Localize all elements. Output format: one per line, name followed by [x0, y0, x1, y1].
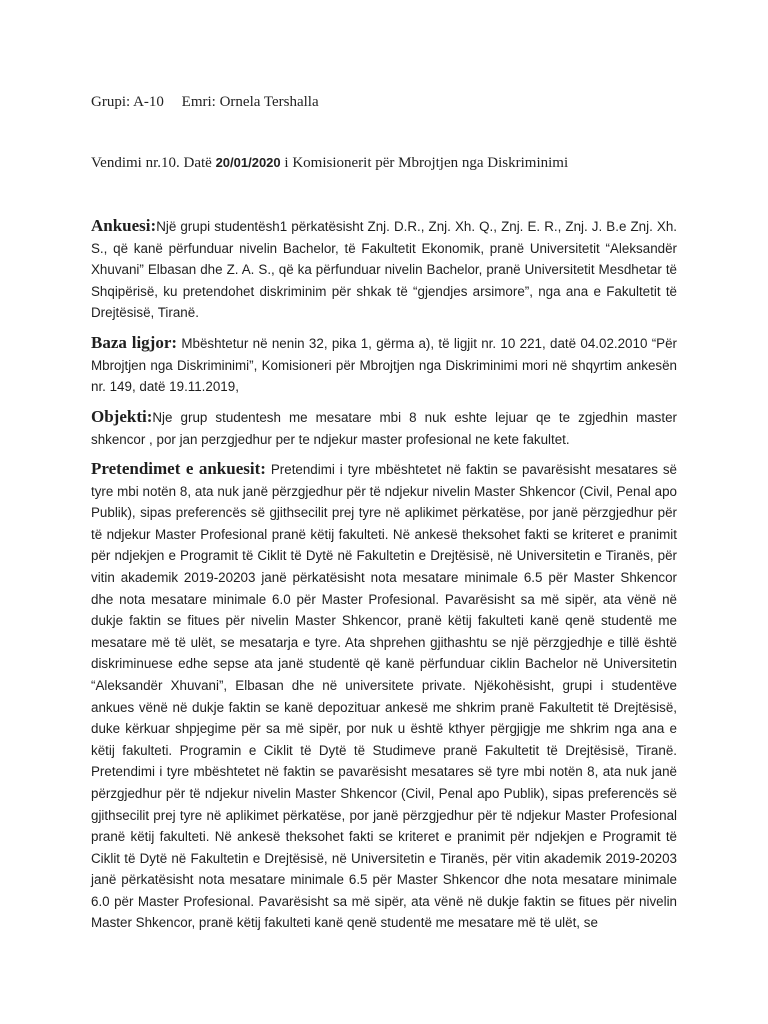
section-text-objekti: Nje grup studentesh me mesatare mbi 8 nuk eshte lejuar qe te zgjedhin master shkencor , por jan perzgjedhur per te ndjekur master profesional ne kete fakultet.: [91, 410, 677, 447]
section-text-baza-ligjor: Mbështetur në nenin 32, pika 1, gërma a), të ligjit nr. 10 221, datë 04.02.2010 “Për Mbrojtjen nga Diskriminimi”, Komisioneri për Mbrojtjen nga Diskriminimi mori në shqyrtim ankesën nr. 149, datë 19.11.2019,: [91, 336, 677, 395]
student-name: Emri: Ornela Tershalla: [181, 94, 319, 110]
section-heading-ankuesi: Ankuesi:: [91, 216, 157, 235]
decision-title: [91, 155, 568, 172]
decision-date: 20/01/2020: [215, 155, 281, 170]
decision-prefix: Vendimi nr.10. Datë: [91, 155, 216, 171]
section-ankuesi: [91, 215, 677, 324]
section-pretendimet: [91, 458, 677, 934]
section-text-pretendimet: Pretendimi i tyre mbështetet në faktin se pavarësisht mesatares së tyre mbi notën 8, ata nuk janë përzgjedhur për të ndjekur nivelin Master Shkencor (Civil, Penal apo Publik), sipas preferencës së gjithsecilit prej tyre në aplikimet përkatëse, por janë përzgjedhur për të ndjekur Master Profesional pranë këtij fakulteti. Në ankesë theksohet fakti se kriteret e pranimit për ndjekjen e Programit të Ciklit të Dytë në Fakultetin e Drejtësisë, në Universitetin e Tiranës, për vitin akademik 2019-20203 janë përkatësisht nota mesatare minimale 6.5 për Master Shkencor dhe nota mesatare minimale 6.0 për Master Profesional. Pavarësisht sa më sipër, ata vënë në dukje faktin se fitues për nivelin Master Shkencor, pranë këtij fakulteti kanë qenë studentë me mesatare më të ulët, se mesatarja e tyre. Ata shprehen gjithashtu se një përzgjedhje e tillë është diskriminuese edhe sepse ata janë studentë që kanë përfunduar ciklin Bachelor në Universitetin “Aleksandër Xhuvani”, Elbasan dhe në universitete private. Njëkohësisht, grupi i studentëve ankues vënë në dukje faktin se kanë depozituar ankesë me shkrim pranë Fakultetit të Drejtësisë, duke kërkuar shpjegime për sa më sipër, por nuk u është kthyer përgjigje me shkrim nga ana e këtij fakulteti. Programin e Ciklit të Dytë të Studimeve pranë Fakultetit të Drejtësisë, Tiranë. Pretendimi i tyre mbështetet në faktin se pavarësisht mesatares së tyre mbi notën 8, ata nuk janë përzgjedhur për të ndjekur nivelin Master Shkencor (Civil, Penal apo Publik), sipas preferencës së gjithsecilit prej tyre në aplikimet përkatëse, por janë përzgjedhur për të ndjekur Master Profesional pranë këtij fakulteti. Në ankesë theksohet fakti se kriteret e pranimit për ndjekjen e Programit të Ciklit të Dytë në Fakultetin e Drejtësisë, në Universitetin e Tiranës, për vitin akademik 2019-20203 janë përkatësisht nota mesatare minimale 6.5 për Master Shkencor dhe nota mesatare minimale 6.0 për Master Profesional. Pavarësisht sa më sipër, ata vënë në dukje faktin se fitues për nivelin Master Shkencor, pranë këtij fakulteti kanë qenë studentë me mesatare më të ulët, se: [91, 462, 677, 931]
decision-suffix: i Komisionerit për Mbrojtjen nga Diskriminimi: [280, 155, 569, 171]
section-heading-objekti: Objekti:: [91, 407, 153, 426]
section-baza-ligjor: [91, 332, 677, 398]
student-header: [91, 94, 319, 111]
section-heading-baza-ligjor: Baza ligjor:: [91, 333, 178, 352]
section-objekti: [91, 406, 677, 450]
section-text-ankuesi: Një grupi studentësh1 përkatësisht Znj. D.R., Znj. Xh. Q., Znj. E. R., Znj. J. B.e Znj. Xh. S., që kanë përfunduar nivelin Bachelor, të Fakultetit Ekonomik, pranë Universitetit “Aleksandër Xhuvani” Elbasan dhe Z. A. S., që ka përfunduar nivelin Bachelor, pranë Universitetit Mesdhetar të Shqipërisë, ku pretendohet diskriminim për shkak të “gjendjes arsimore”, nga ana e Fakultetit të Drejtësisë, Tiranë.: [91, 219, 677, 321]
section-heading-pretendimet: Pretendimet e ankuesit:: [91, 459, 266, 478]
group-label: Grupi: A-10: [91, 94, 164, 110]
